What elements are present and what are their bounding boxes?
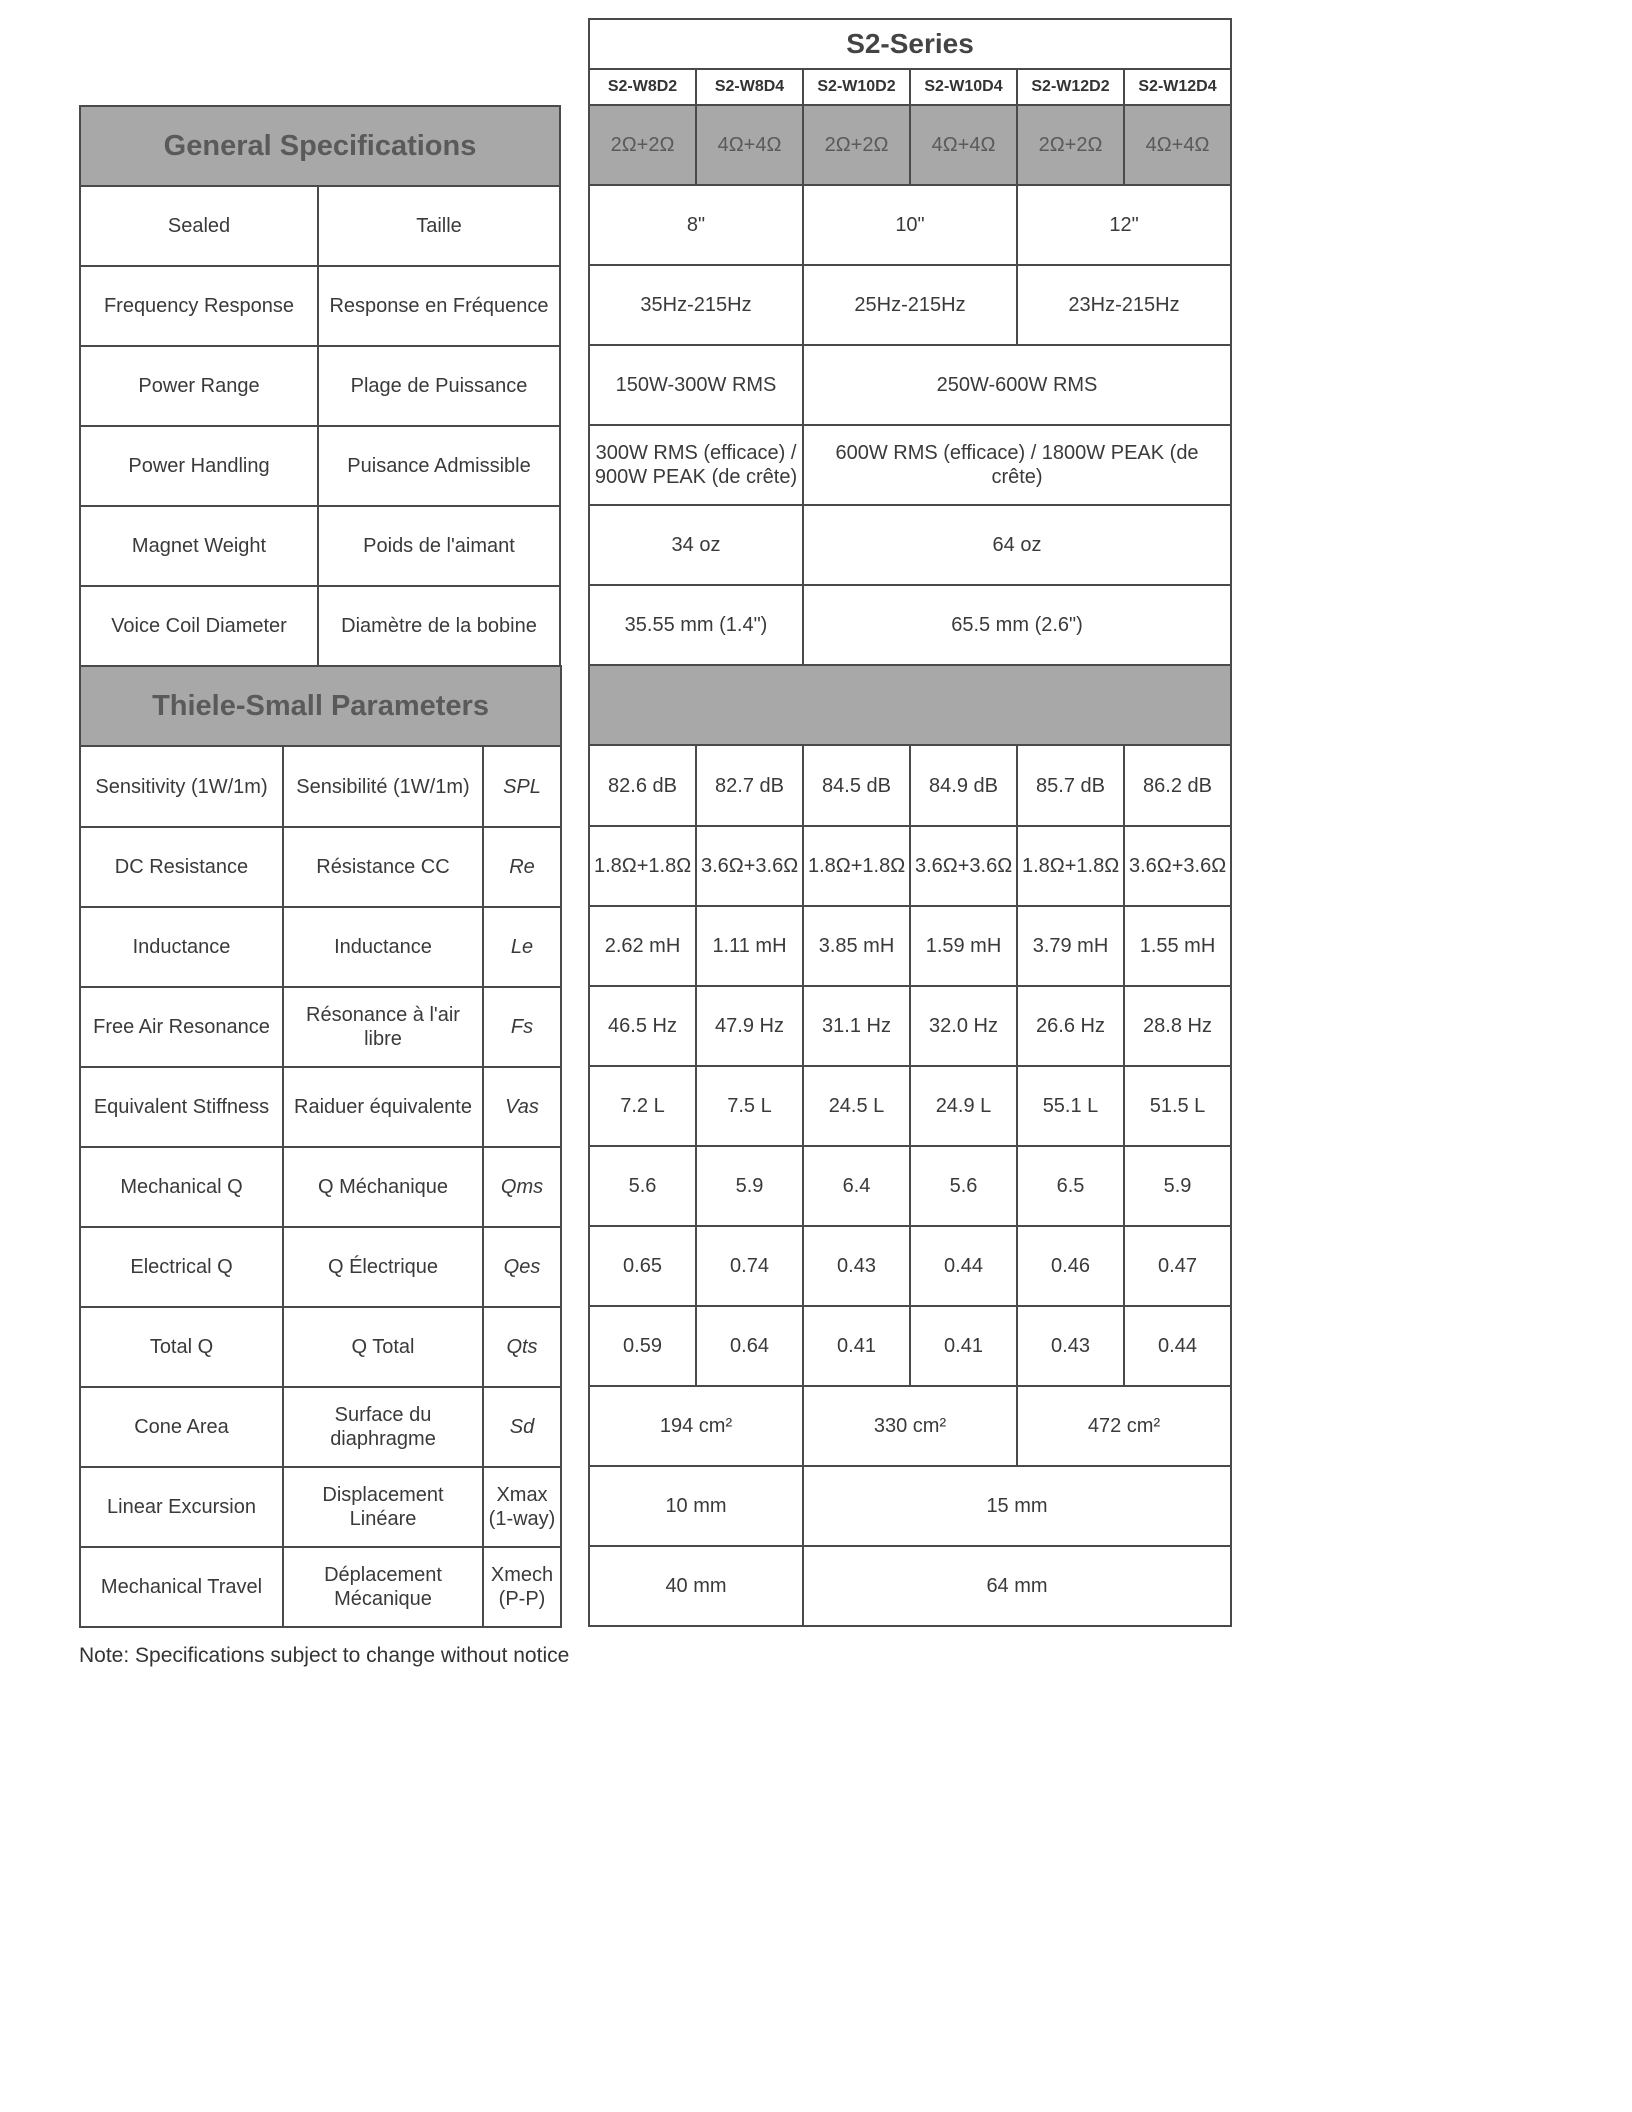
label-en: Cone Area [80, 1387, 283, 1467]
symbol: Vas [483, 1067, 561, 1147]
vas-value: 51.5 L [1124, 1066, 1231, 1146]
s2-series-table [588, 18, 1232, 1627]
symbol: Qes [483, 1227, 561, 1307]
magnet-value: 34 oz [589, 505, 803, 585]
label-fr: Résonance à l'air libre [283, 987, 483, 1067]
power-handling-value: 600W RMS (efficace) / 1800W PEAK (de crête) [803, 425, 1231, 505]
impedance: 2Ω+2Ω [803, 105, 910, 185]
label-en: Magnet Weight [80, 506, 318, 586]
label-en: Mechanical Travel [80, 1547, 283, 1627]
vas-value: 7.5 L [696, 1066, 803, 1146]
vas-value: 55.1 L [1017, 1066, 1124, 1146]
fs-value: 26.6 Hz [1017, 986, 1124, 1066]
impedance: 4Ω+4Ω [696, 105, 803, 185]
label-fr: Q Électrique [283, 1227, 483, 1307]
freq-value: 25Hz-215Hz [803, 265, 1017, 345]
vas-value: 24.5 L [803, 1066, 910, 1146]
xmech-value: 64 mm [803, 1546, 1231, 1626]
model-name: S2-W8D2 [589, 69, 696, 105]
thiele-small-table [79, 665, 562, 1628]
label-fr: Q Méchanique [283, 1147, 483, 1227]
qes-value: 0.47 [1124, 1226, 1231, 1306]
label-en: Sensitivity (1W/1m) [80, 746, 283, 827]
impedance: 4Ω+4Ω [1124, 105, 1231, 185]
symbol: Fs [483, 987, 561, 1067]
label-en: Mechanical Q [80, 1147, 283, 1227]
series-title: S2-Series [589, 19, 1231, 69]
qes-value: 0.43 [803, 1226, 910, 1306]
sd-value: 330 cm² [803, 1386, 1017, 1466]
symbol: SPL [483, 746, 561, 827]
vas-value: 24.9 L [910, 1066, 1017, 1146]
symbol: Qms [483, 1147, 561, 1227]
label-en: Equivalent Stiffness [80, 1067, 283, 1147]
re-value: 1.8Ω+1.8Ω [589, 826, 696, 906]
label-fr: Sensibilité (1W/1m) [283, 746, 483, 827]
size-value: 10" [803, 185, 1017, 265]
power-range-value: 250W-600W RMS [803, 345, 1231, 425]
qms-value: 6.4 [803, 1146, 910, 1226]
label-fr: Response en Fréquence [318, 266, 560, 346]
general-specs-heading: General Specifications [80, 106, 560, 186]
power-range-value: 150W-300W RMS [589, 345, 803, 425]
ts-header-bar [589, 665, 1231, 745]
qms-value: 6.5 [1017, 1146, 1124, 1226]
label-fr: Puisance Admissible [318, 426, 560, 506]
label-en: Electrical Q [80, 1227, 283, 1307]
vas-value: 7.2 L [589, 1066, 696, 1146]
qts-value: 0.41 [803, 1306, 910, 1386]
label-en: Linear Excursion [80, 1467, 283, 1547]
magnet-value: 64 oz [803, 505, 1231, 585]
model-name: S2-W10D2 [803, 69, 910, 105]
re-value: 1.8Ω+1.8Ω [803, 826, 910, 906]
spl-value: 82.7 dB [696, 745, 803, 826]
le-value: 1.55 mH [1124, 906, 1231, 986]
symbol: Re [483, 827, 561, 907]
fs-value: 46.5 Hz [589, 986, 696, 1066]
label-fr: Displacement Linéare [283, 1467, 483, 1547]
impedance: 4Ω+4Ω [910, 105, 1017, 185]
le-value: 1.59 mH [910, 906, 1017, 986]
spl-value: 82.6 dB [589, 745, 696, 826]
footnote: Note: Specifications subject to change without notice [79, 1644, 570, 1667]
qts-value: 0.43 [1017, 1306, 1124, 1386]
voice-coil-value: 65.5 mm (2.6") [803, 585, 1231, 665]
fs-value: 31.1 Hz [803, 986, 910, 1066]
xmax-value: 15 mm [803, 1466, 1231, 1546]
freq-value: 23Hz-215Hz [1017, 265, 1231, 345]
symbol: Qts [483, 1307, 561, 1387]
xmax-value: 10 mm [589, 1466, 803, 1546]
sd-value: 194 cm² [589, 1386, 803, 1466]
label-fr: Résistance CC [283, 827, 483, 907]
qts-value: 0.41 [910, 1306, 1017, 1386]
fs-value: 47.9 Hz [696, 986, 803, 1066]
qms-value: 5.9 [696, 1146, 803, 1226]
voice-coil-value: 35.55 mm (1.4") [589, 585, 803, 665]
qms-value: 5.9 [1124, 1146, 1231, 1226]
freq-value: 35Hz-215Hz [589, 265, 803, 345]
qts-value: 0.59 [589, 1306, 696, 1386]
symbol: Xmech (P-P) [483, 1547, 561, 1627]
qes-value: 0.46 [1017, 1226, 1124, 1306]
label-en: DC Resistance [80, 827, 283, 907]
qes-value: 0.74 [696, 1226, 803, 1306]
size-value: 12" [1017, 185, 1231, 265]
label-fr: Inductance [283, 907, 483, 987]
label-en: Power Handling [80, 426, 318, 506]
le-value: 1.11 mH [696, 906, 803, 986]
fs-value: 32.0 Hz [910, 986, 1017, 1066]
label-fr: Poids de l'aimant [318, 506, 560, 586]
impedance: 2Ω+2Ω [1017, 105, 1124, 185]
label-en: Sealed [80, 186, 318, 266]
size-value: 8" [589, 185, 803, 265]
label-en: Frequency Response [80, 266, 318, 346]
label-fr: Plage de Puissance [318, 346, 560, 426]
qts-value: 0.64 [696, 1306, 803, 1386]
le-value: 3.79 mH [1017, 906, 1124, 986]
symbol: Sd [483, 1387, 561, 1467]
le-value: 2.62 mH [589, 906, 696, 986]
symbol: Le [483, 907, 561, 987]
spl-value: 86.2 dB [1124, 745, 1231, 826]
label-fr: Raiduer équivalente [283, 1067, 483, 1147]
re-value: 3.6Ω+3.6Ω [696, 826, 803, 906]
symbol: Xmax (1-way) [483, 1467, 561, 1547]
label-en: Voice Coil Diameter [80, 586, 318, 666]
qes-value: 0.44 [910, 1226, 1017, 1306]
label-fr: Q Total [283, 1307, 483, 1387]
le-value: 3.85 mH [803, 906, 910, 986]
label-en: Total Q [80, 1307, 283, 1387]
label-fr: Diamètre de la bobine [318, 586, 560, 666]
qes-value: 0.65 [589, 1226, 696, 1306]
qts-value: 0.44 [1124, 1306, 1231, 1386]
impedance: 2Ω+2Ω [589, 105, 696, 185]
qms-value: 5.6 [589, 1146, 696, 1226]
re-value: 3.6Ω+3.6Ω [1124, 826, 1231, 906]
model-name: S2-W12D4 [1124, 69, 1231, 105]
spl-value: 85.7 dB [1017, 745, 1124, 826]
re-value: 1.8Ω+1.8Ω [1017, 826, 1124, 906]
model-name: S2-W10D4 [910, 69, 1017, 105]
label-fr: Déplacement Mécanique [283, 1547, 483, 1627]
xmech-value: 40 mm [589, 1546, 803, 1626]
spl-value: 84.9 dB [910, 745, 1017, 826]
general-specs-table [79, 105, 561, 667]
spl-value: 84.5 dB [803, 745, 910, 826]
thiele-small-heading: Thiele-Small Parameters [80, 666, 561, 746]
sd-value: 472 cm² [1017, 1386, 1231, 1466]
label-en: Free Air Resonance [80, 987, 283, 1067]
label-en: Inductance [80, 907, 283, 987]
re-value: 3.6Ω+3.6Ω [910, 826, 1017, 906]
power-handling-value: 300W RMS (efficace) / 900W PEAK (de crête) [589, 425, 803, 505]
label-fr: Taille [318, 186, 560, 266]
qms-value: 5.6 [910, 1146, 1017, 1226]
fs-value: 28.8 Hz [1124, 986, 1231, 1066]
label-en: Power Range [80, 346, 318, 426]
model-name: S2-W8D4 [696, 69, 803, 105]
model-name: S2-W12D2 [1017, 69, 1124, 105]
label-fr: Surface du diaphragme [283, 1387, 483, 1467]
